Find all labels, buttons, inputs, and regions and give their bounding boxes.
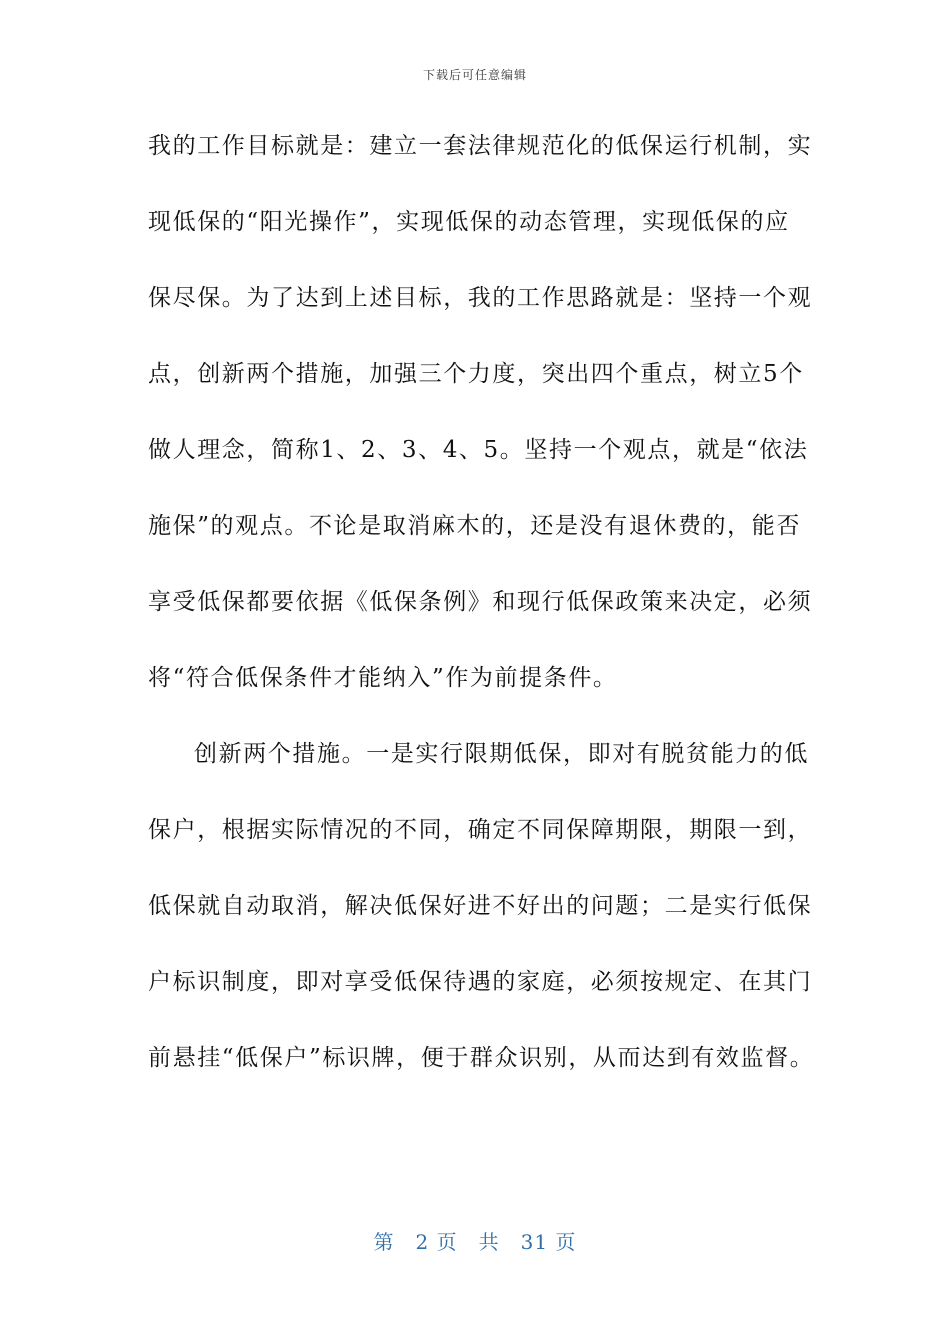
- body-line-2: 现低保的“阳光操作”，实现低保的动态管理，实现低保的应: [148, 209, 790, 235]
- body-line-9: 创新两个措施。一是实行限期低保，即对有脱贫能力的低: [194, 741, 809, 767]
- body-line-11: 低保就自动取消，解决低保好进不好出的问题；二是实行低保: [148, 893, 813, 919]
- body-line-1: 我的工作目标就是：建立一套法律规范化的低保运行机制，实: [148, 133, 813, 159]
- page-header-note: 下载后可任意编辑: [422, 68, 527, 82]
- body-line-13: 前悬挂“低保户”标识牌，便于群众识别，从而达到有效监督。: [148, 1045, 815, 1071]
- body-line-6: 施保”的观点。不论是取消麻木的，还是没有退休费的，能否: [148, 513, 801, 539]
- body-line-5: 做人理念，简称1、2、3、4、5。坚持一个观点，就是“依法: [148, 437, 809, 463]
- body-line-12: 户标识制度，即对享受低保待遇的家庭，必须按规定、在其门: [148, 969, 813, 995]
- body-line-10: 保户，根据实际情况的不同，确定不同保障期限，期限一到，: [148, 817, 813, 843]
- document-body: [148, 124, 815, 1112]
- body-line-8: 将“符合低保条件才能纳入”作为前提条件。: [148, 665, 618, 691]
- body-line-3: 保尽保。为了达到上述目标，我的工作思路就是：坚持一个观: [148, 285, 813, 311]
- page-number: 第 2 页 共 31 页: [373, 1230, 577, 1254]
- body-line-7: 享受低保都要依据《低保条例》和现行低保政策来决定，必须: [148, 589, 813, 615]
- body-line-4: 点，创新两个措施，加强三个力度，突出四个重点，树立5个: [148, 361, 804, 387]
